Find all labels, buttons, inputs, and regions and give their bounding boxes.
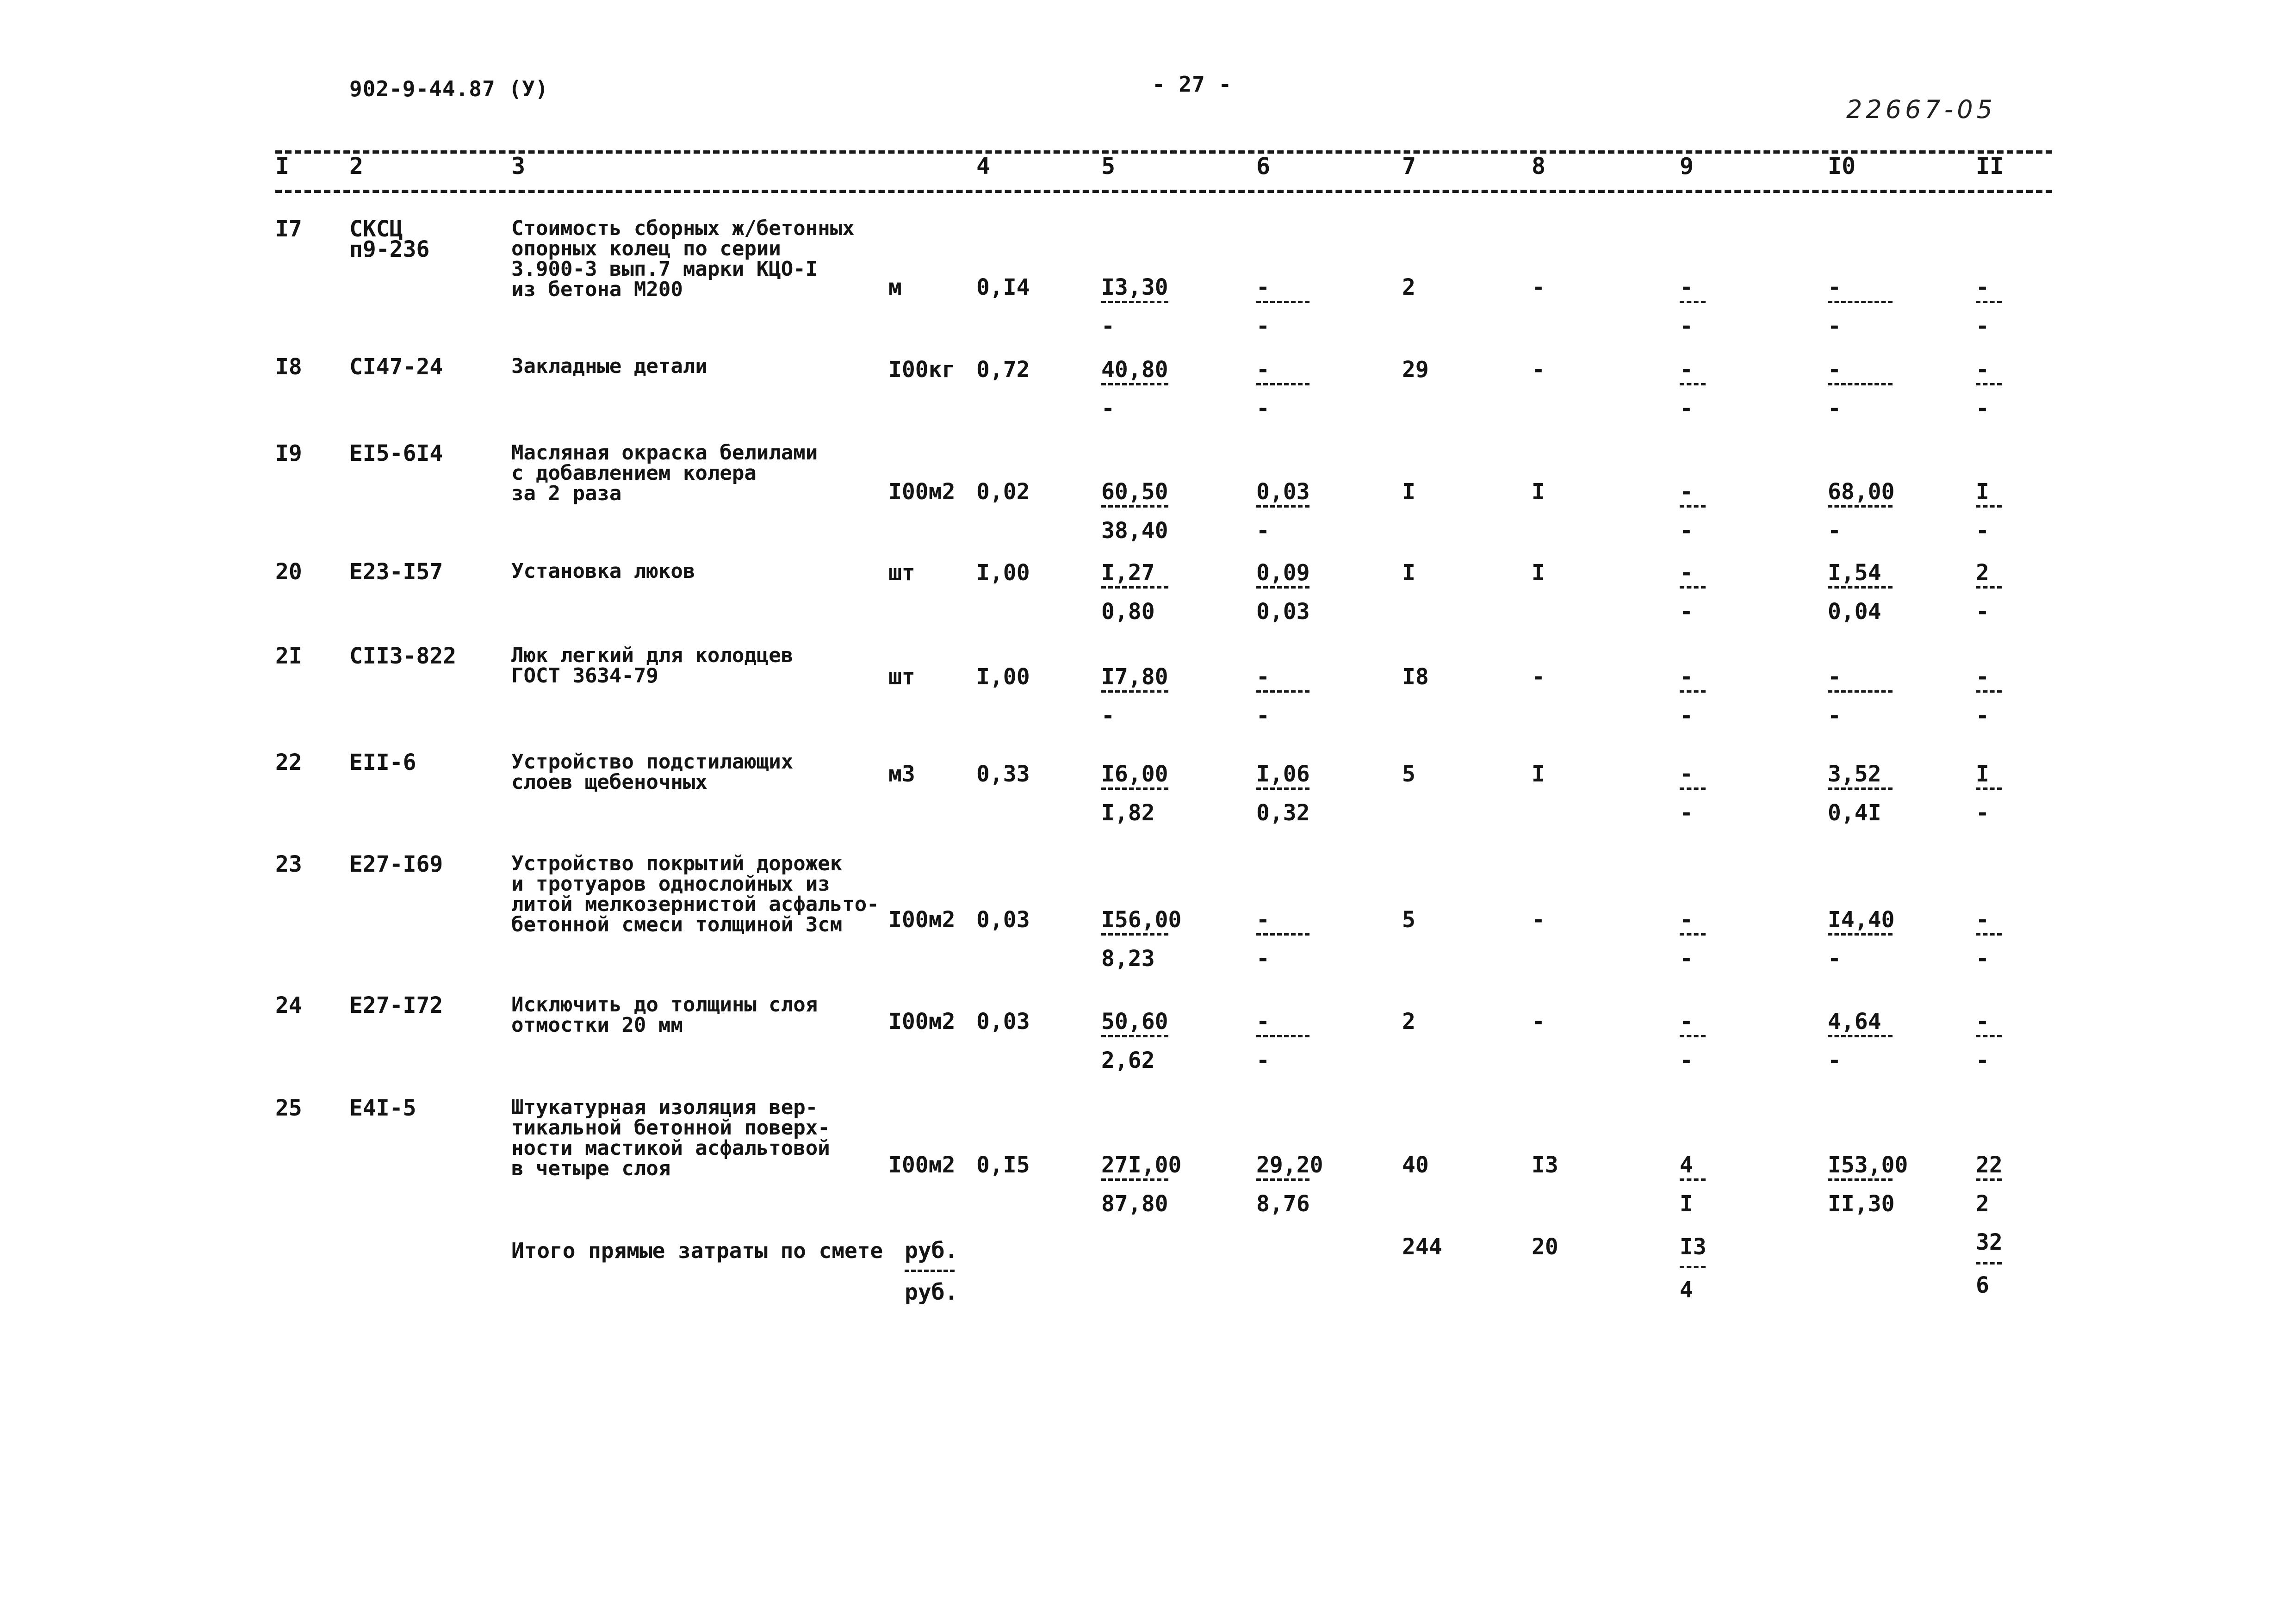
quantity: 0,I5 [976, 1152, 1030, 1178]
value-c8: I3 [1532, 1152, 1558, 1178]
value-c8: - [1532, 664, 1545, 690]
rate-code: Е4I-5 [349, 1095, 416, 1121]
value-c6-bottom: - [1256, 313, 1270, 339]
value-c10-bottom: 0,4I [1828, 800, 1881, 826]
value-c5-top: I6,00 [1101, 761, 1168, 787]
fraction-line-c11 [1976, 505, 2002, 508]
value-c5-top: 27I,00 [1101, 1152, 1182, 1178]
fraction-line-c9 [1680, 383, 1706, 385]
fraction-line-c10 [1828, 1035, 1893, 1037]
value-c10-bottom: 0,04 [1828, 599, 1881, 625]
unit: I00м2 [888, 907, 956, 933]
value-c9-top: - [1680, 907, 1693, 933]
value-c10-top: - [1828, 357, 1841, 383]
value-c6-top: 0,09 [1256, 560, 1310, 586]
value-c9-bottom: I [1680, 1191, 1693, 1217]
value-c11-bottom: - [1976, 599, 1989, 625]
column-header-9: 9 [1680, 153, 1694, 180]
value-c8: - [1532, 1009, 1545, 1035]
value-c9-top: 4 [1680, 1152, 1693, 1178]
value-c5-top: 50,60 [1101, 1009, 1168, 1035]
value-c6-top: - [1256, 1009, 1270, 1035]
unit: I00м2 [888, 1009, 956, 1035]
value-c9-top: - [1680, 274, 1693, 300]
fraction-line-c10 [1828, 505, 1893, 508]
value-c10-bottom: - [1828, 703, 1841, 729]
row-number: 2I [275, 643, 302, 669]
fraction-line-c5 [1101, 933, 1168, 936]
value-c5-top: I3,30 [1101, 274, 1168, 300]
value-c6-top: - [1256, 664, 1270, 690]
quantity: I,00 [976, 664, 1030, 690]
fraction-line-c11 [1976, 690, 2002, 693]
value-c9-bottom: - [1680, 599, 1693, 625]
value-c7: I [1402, 560, 1415, 586]
value-c5-bottom: 2,62 [1101, 1048, 1155, 1073]
value-c11-top: I [1976, 761, 1989, 787]
value-c9-bottom: - [1680, 800, 1693, 826]
total-col11-top: 32 [1976, 1229, 2003, 1255]
total-unit-fraction-line [905, 1270, 955, 1272]
value-c9-top: - [1680, 560, 1693, 586]
value-c6-top: 0,03 [1256, 479, 1310, 505]
unit: шт [888, 560, 915, 586]
column-header-8: 8 [1532, 153, 1546, 180]
table-top-rule [275, 150, 2052, 154]
row-number: I8 [275, 354, 302, 380]
value-c8: - [1532, 274, 1545, 300]
value-c5-bottom: 38,40 [1101, 518, 1168, 544]
value-c9-bottom: - [1680, 703, 1693, 729]
value-c11-bottom: - [1976, 1048, 1989, 1073]
total-unit-top: руб. [905, 1238, 958, 1264]
value-c10-top: - [1828, 664, 1841, 690]
unit: м3 [888, 761, 915, 787]
value-c9-top: - [1680, 1009, 1693, 1035]
column-header-11: II [1976, 153, 2004, 180]
value-c7: I [1402, 479, 1415, 505]
fraction-line-c9 [1680, 690, 1706, 693]
value-c11-top: - [1976, 907, 1989, 933]
fraction-line-c6 [1256, 505, 1309, 508]
fraction-line-c10 [1828, 1178, 1893, 1181]
work-description: Устройство покрытий дорожек и тротуаров однослойных из литой мелкозернистой асфальто- бетонной смеси толщиной 3см [511, 852, 879, 936]
value-c11-top: - [1976, 664, 1989, 690]
value-c10-bottom: - [1828, 518, 1841, 544]
value-c11-bottom: - [1976, 703, 1989, 729]
value-c10-top: I,54 [1828, 560, 1881, 586]
value-c11-top: 22 [1976, 1152, 2003, 1178]
total-col8: 20 [1532, 1234, 1558, 1260]
value-c10-bottom: - [1828, 313, 1841, 339]
value-c9-top: - [1680, 664, 1693, 690]
value-c5-bottom: - [1101, 396, 1115, 421]
value-c9-top: - [1680, 479, 1693, 505]
value-c10-bottom: II,30 [1828, 1191, 1895, 1217]
value-c5-top: I56,00 [1101, 907, 1182, 933]
row-number: 23 [275, 851, 302, 877]
fraction-line-c10 [1828, 787, 1893, 790]
value-c11-bottom: 2 [1976, 1191, 1989, 1217]
total-unit-bottom: руб. [905, 1279, 958, 1305]
work-description: Установка люков [511, 559, 695, 583]
value-c10-top: I4,40 [1828, 907, 1895, 933]
fraction-line-c11 [1976, 383, 2002, 385]
value-c11-top: 2 [1976, 560, 1989, 586]
work-description: Устройство подстилающих слоев щебеночных [511, 750, 794, 794]
value-c6-bottom: 8,76 [1256, 1191, 1310, 1217]
fraction-line-c5 [1101, 586, 1168, 589]
value-c11-bottom: - [1976, 518, 1989, 544]
work-description: Масляная окраска белилами с добавлением колера за 2 раза [511, 441, 818, 505]
rate-code: п9-236 [349, 236, 430, 262]
value-c10-bottom: - [1828, 1048, 1841, 1073]
column-header-1: I [275, 153, 290, 180]
value-c9-top: - [1680, 357, 1693, 383]
fraction-line-c9 [1680, 586, 1706, 589]
value-c5-bottom: 0,80 [1101, 599, 1155, 625]
value-c6-bottom: 0,03 [1256, 599, 1310, 625]
fraction-line-c11 [1976, 787, 2002, 790]
value-c11-bottom: - [1976, 396, 1989, 421]
value-c11-bottom: - [1976, 946, 1989, 972]
column-header-10: I0 [1828, 153, 1856, 180]
unit: I00м2 [888, 479, 956, 505]
value-c10-top: - [1828, 274, 1841, 300]
value-c6-bottom: - [1256, 703, 1270, 729]
fraction-line-c6 [1256, 586, 1309, 589]
column-header-3: 3 [511, 153, 526, 180]
value-c6-top: I,06 [1256, 761, 1310, 787]
fraction-line-c11 [1976, 1035, 2002, 1037]
total-col7: 244 [1402, 1234, 1442, 1260]
fraction-line-c11 [1976, 933, 2002, 936]
value-c10-top: I53,00 [1828, 1152, 1908, 1178]
fraction-line-c10 [1828, 383, 1893, 385]
rate-code: СКСЦ [349, 216, 403, 242]
value-c7: 5 [1402, 907, 1415, 933]
quantity: 0,I4 [976, 274, 1030, 300]
value-c5-bottom: - [1101, 313, 1115, 339]
fraction-line-c5 [1101, 1178, 1168, 1181]
value-c5-top: 40,80 [1101, 357, 1168, 383]
fraction-line-c6 [1256, 787, 1309, 790]
rate-code: ЕI5-6I4 [349, 440, 443, 466]
unit: I00м2 [888, 1152, 956, 1178]
total-col11-bottom: 6 [1976, 1272, 1989, 1298]
document-code: 902-9-44.87 (У) [349, 76, 549, 101]
quantity: I,00 [976, 560, 1030, 586]
fraction-line-c5 [1101, 301, 1168, 303]
fraction-line-c9 [1680, 301, 1706, 303]
row-number: 20 [275, 559, 302, 585]
fraction-line-c9 [1680, 1035, 1706, 1037]
quantity: 0,02 [976, 479, 1030, 505]
column-header-6: 6 [1256, 153, 1271, 180]
value-c8: - [1532, 357, 1545, 383]
fraction-line-c9 [1680, 933, 1706, 936]
value-c10-top: 3,52 [1828, 761, 1881, 787]
column-header-5: 5 [1101, 153, 1116, 180]
value-c7: 29 [1402, 357, 1429, 383]
value-c10-top: 4,64 [1828, 1009, 1881, 1035]
value-c5-bottom: - [1101, 703, 1115, 729]
work-description: Исключить до толщины слоя отмостки 20 мм [511, 993, 818, 1037]
unit: шт [888, 664, 915, 690]
total-col9-top: I3 [1680, 1234, 1706, 1260]
value-c6-top: - [1256, 357, 1270, 383]
value-c11-top: - [1976, 357, 1989, 383]
row-number: 25 [275, 1095, 302, 1121]
value-c11-bottom: - [1976, 800, 1989, 826]
value-c7: I8 [1402, 664, 1429, 690]
quantity: 0,03 [976, 1009, 1030, 1035]
value-c5-bottom: 8,23 [1101, 946, 1155, 972]
value-c6-bottom: - [1256, 946, 1270, 972]
fraction-line-c5 [1101, 1035, 1168, 1037]
fraction-line-c6 [1256, 301, 1309, 303]
value-c10-bottom: - [1828, 396, 1841, 421]
fraction-line-c10 [1828, 586, 1893, 589]
value-c5-bottom: I,82 [1101, 800, 1155, 826]
value-c9-top: - [1680, 761, 1693, 787]
row-number: 24 [275, 992, 302, 1018]
unit: I00кг [888, 357, 956, 383]
column-header-4: 4 [976, 153, 991, 180]
fraction-line-c11 [1976, 1178, 2002, 1181]
total-col11-fraction-line [1976, 1262, 2002, 1264]
value-c5-top: I,27 [1101, 560, 1155, 586]
value-c8: I [1532, 761, 1545, 787]
page-number: - 27 - [1152, 72, 1232, 97]
quantity: 0,33 [976, 761, 1030, 787]
row-number: I9 [275, 440, 302, 466]
fraction-line-c10 [1828, 690, 1893, 693]
work-description: Закладные детали [511, 354, 707, 378]
value-c11-bottom: - [1976, 313, 1989, 339]
fraction-line-c6 [1256, 690, 1309, 693]
value-c7: 2 [1402, 274, 1415, 300]
value-c9-bottom: - [1680, 946, 1693, 972]
value-c11-top: - [1976, 274, 1989, 300]
value-c8: I [1532, 479, 1545, 505]
value-c5-top: 60,50 [1101, 479, 1168, 505]
total-label: Итого прямые затраты по смете [511, 1238, 883, 1263]
value-c7: 40 [1402, 1152, 1429, 1178]
row-number: 22 [275, 750, 302, 775]
work-description: Стоимость сборных ж/бетонных опорных колец по серии 3.900-3 вып.7 марки КЦО-I из бетона М200 [511, 217, 855, 301]
value-c8: I [1532, 560, 1545, 586]
fraction-line-c5 [1101, 505, 1168, 508]
value-c10-top: 68,00 [1828, 479, 1895, 505]
fraction-line-c6 [1256, 1035, 1309, 1037]
total-col9-fraction-line [1680, 1266, 1706, 1268]
work-description: Люк легкий для колодцев ГОСТ 3634-79 [511, 644, 794, 688]
value-c5-bottom: 87,80 [1101, 1191, 1168, 1217]
unit: м [888, 274, 902, 300]
rate-code: Е23-I57 [349, 559, 443, 585]
row-number: I7 [275, 216, 302, 242]
fraction-line-c11 [1976, 586, 2002, 589]
total-col9-bottom: 4 [1680, 1277, 1693, 1303]
value-c6-top: - [1256, 907, 1270, 933]
rate-code: Е27-I72 [349, 992, 443, 1018]
fraction-line-c10 [1828, 301, 1893, 303]
fraction-line-c9 [1680, 787, 1706, 790]
value-c6-bottom: - [1256, 518, 1270, 544]
table-header-rule [275, 190, 2052, 193]
fraction-line-c5 [1101, 787, 1168, 790]
value-c6-bottom: - [1256, 1048, 1270, 1073]
fraction-line-c6 [1256, 1178, 1309, 1181]
value-c6-top: 29,20 [1256, 1152, 1323, 1178]
value-c6-top: - [1256, 274, 1270, 300]
fraction-line-c10 [1828, 933, 1893, 936]
column-header-7: 7 [1402, 153, 1416, 180]
fraction-line-c9 [1680, 505, 1706, 508]
column-header-2: 2 [349, 153, 364, 180]
handwritten-code: 22667-05 [1846, 95, 1996, 124]
rate-code: СII3-822 [349, 643, 457, 669]
value-c9-bottom: - [1680, 1048, 1693, 1073]
value-c9-bottom: - [1680, 396, 1693, 421]
value-c11-top: I [1976, 479, 1989, 505]
fraction-line-c6 [1256, 383, 1309, 385]
value-c7: 5 [1402, 761, 1415, 787]
rate-code: ЕII-6 [349, 750, 416, 775]
quantity: 0,03 [976, 907, 1030, 933]
value-c10-bottom: - [1828, 946, 1841, 972]
value-c8: - [1532, 907, 1545, 933]
value-c6-bottom: - [1256, 396, 1270, 421]
work-description: Штукатурная изоляция вер- тикальной бетонной поверх- ности мастикой асфальтовой в четыре слоя [511, 1096, 830, 1180]
value-c7: 2 [1402, 1009, 1415, 1035]
rate-code: Е27-I69 [349, 851, 443, 877]
fraction-line-c6 [1256, 933, 1309, 936]
fraction-line-c5 [1101, 690, 1168, 693]
value-c11-top: - [1976, 1009, 1989, 1035]
rate-code: СI47-24 [349, 354, 443, 380]
quantity: 0,72 [976, 357, 1030, 383]
fraction-line-c11 [1976, 301, 2002, 303]
value-c6-bottom: 0,32 [1256, 800, 1310, 826]
fraction-line-c9 [1680, 1178, 1706, 1181]
value-c5-top: I7,80 [1101, 664, 1168, 690]
fraction-line-c5 [1101, 383, 1168, 385]
value-c9-bottom: - [1680, 313, 1693, 339]
value-c9-bottom: - [1680, 518, 1693, 544]
